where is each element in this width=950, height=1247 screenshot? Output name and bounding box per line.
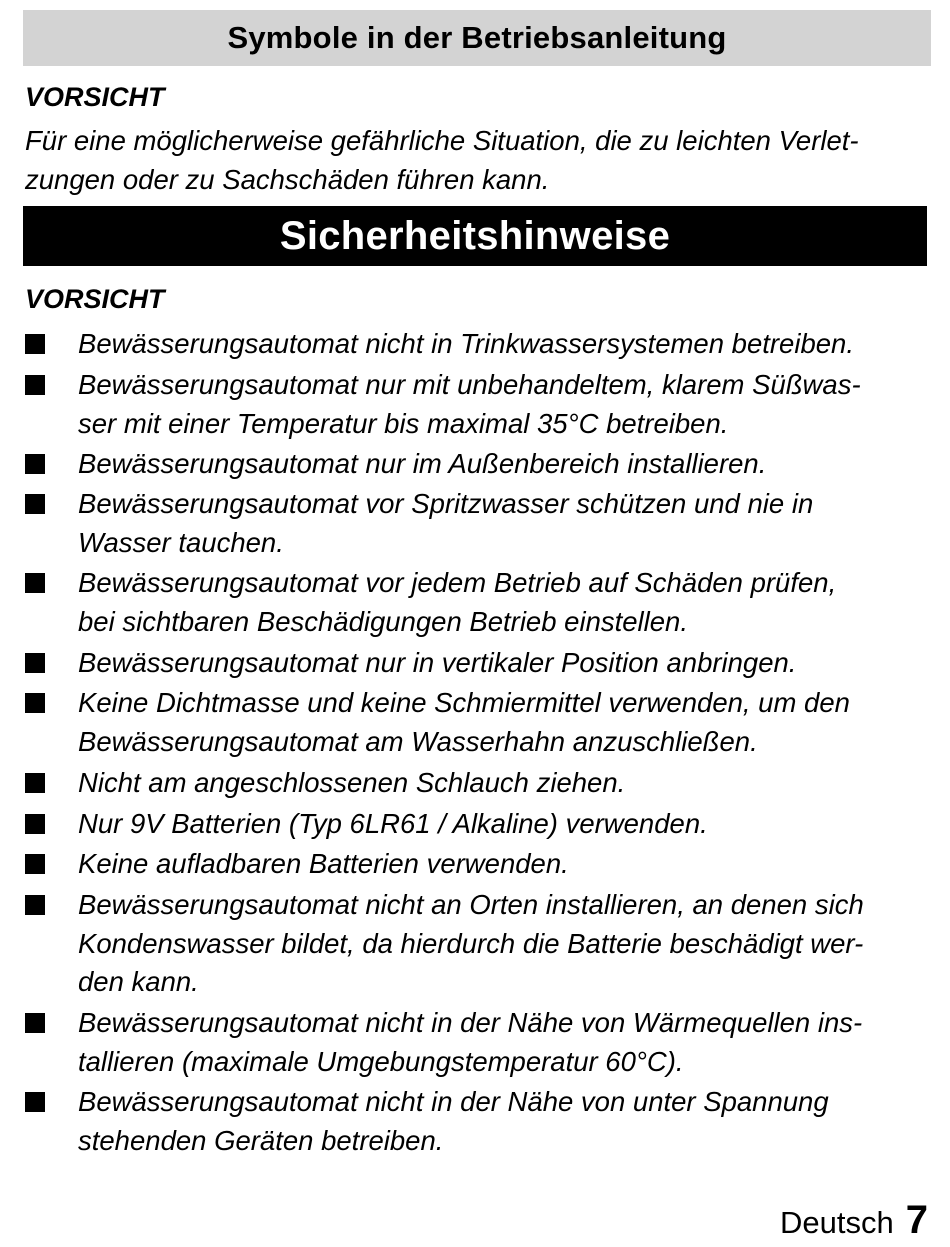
square-bullet-icon <box>25 494 45 514</box>
safety-item-line: Nur 9V Batterien (Typ 6LR61 / Alkaline) verwenden. <box>78 808 708 839</box>
safety-item-line: Bewässerungsautomat nicht in der Nähe von unter Spannung <box>78 1086 829 1117</box>
safety-item-line: den kann. <box>78 966 199 997</box>
safety-item-line: Wasser tauchen. <box>78 526 284 558</box>
safety-item-line: Bewässerungsautomat am Wasserhahn anzuschließen. <box>78 725 758 757</box>
square-bullet-icon <box>25 573 45 593</box>
safety-item-line: Bewässerungsautomat nicht in der Nähe von Wärmequellen ins- <box>78 1007 863 1038</box>
page-footer <box>780 1198 928 1243</box>
safety-item-line: Nicht am angeschlossenen Schlauch ziehen. <box>78 767 626 798</box>
safety-item-line: Bewässerungsautomat nur in vertikaler Position anbringen. <box>78 647 797 678</box>
safety-item-line: Keine Dichtmasse und keine Schmiermittel verwenden, um den <box>78 687 850 718</box>
safety-item-line: Bewässerungsautomat nur im Außenbereich installieren. <box>78 448 767 479</box>
square-bullet-icon <box>25 773 45 793</box>
square-bullet-icon <box>25 454 45 474</box>
safety-item-line: Keine aufladbaren Batterien verwenden. <box>78 848 569 879</box>
safety-item-line: Bewässerungsautomat vor Spritzwasser schützen und nie in <box>78 488 814 519</box>
safety-item-line: tallieren (maximale Umgebungstemperatur 60°C). <box>78 1045 684 1077</box>
safety-item-line: stehenden Geräten betreiben. <box>78 1124 444 1156</box>
square-bullet-icon <box>25 653 45 673</box>
square-bullet-icon <box>25 693 45 713</box>
safety-caution-label: VORSICHT <box>25 284 165 314</box>
safety-item-line: Kondenswasser bildet, da hierdurch die Batterie beschädigt wer- <box>78 927 864 959</box>
safety-item-line: bei sichtbaren Beschädigungen Betrieb einstellen. <box>78 605 688 637</box>
caution-description-line: zungen oder zu Sachschäden führen kann. <box>25 164 550 195</box>
section-heading-safety-text: Sicherheitshinweise <box>279 213 671 258</box>
safety-item-line: Bewässerungsautomat nicht in Trinkwassersystemen betreiben. <box>78 328 854 359</box>
safety-item-line: Bewässerungsautomat nicht an Orten installieren, an denen sich <box>78 889 864 920</box>
caution-description-line: Für eine möglicherweise gefährliche Situation, die zu leichten Verlet- <box>25 125 859 156</box>
safety-item-line: ser mit einer Temperatur bis maximal 35°C betreiben. <box>78 407 729 439</box>
square-bullet-icon <box>25 1092 45 1112</box>
square-bullet-icon <box>25 895 45 915</box>
footer-language: Deutsch <box>780 1205 894 1240</box>
square-bullet-icon <box>25 814 45 834</box>
square-bullet-icon <box>25 375 45 395</box>
square-bullet-icon <box>25 854 45 874</box>
square-bullet-icon <box>25 334 45 354</box>
safety-item-line: Bewässerungsautomat nur mit unbehandeltem, klarem Süßwas- <box>78 369 861 400</box>
section-heading-symbols-text: Symbole in der Betriebsanleitung <box>227 20 727 55</box>
safety-item-line: Bewässerungsautomat vor jedem Betrieb auf Schäden prüfen, <box>78 567 837 598</box>
caution-label: VORSICHT <box>25 82 165 112</box>
page-number: 7 <box>905 1198 928 1242</box>
square-bullet-icon <box>25 1013 45 1033</box>
